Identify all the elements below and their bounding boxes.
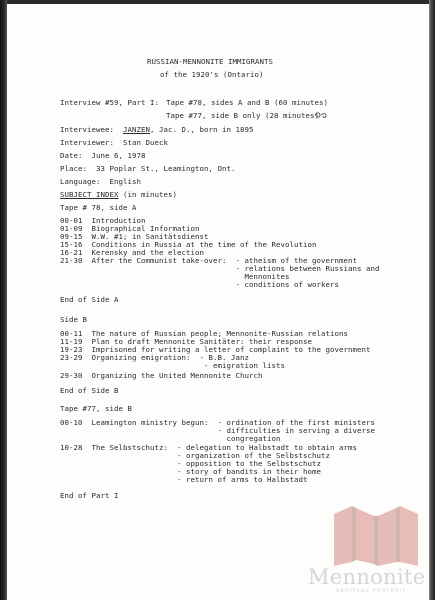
index-entry: 23-29 Organizing emigration: - B.B. Janz [60,353,249,362]
index-entry: 21-30 After the Communist take-over: - atheism of the government [60,256,357,265]
index-entry: 09-15 W.W. #1; in Sanitätsdienst [60,232,209,241]
index-subentry: - opposition to the Selbstschutz [60,459,321,468]
index-entry: 00-10 Leamington ministry begun: - ordination of the first ministers [60,418,375,427]
index-subentry: - relations between Russians and [60,264,380,273]
section-end: End of Side A [60,295,119,304]
handwritten-mark-icon [313,110,329,120]
interviewee-name: JANZEN [123,125,150,134]
index-entry: 29-30 Organizing the United Mennonite Church [60,371,263,380]
scan-edge-left [0,0,7,600]
date-line: Date: June 6, 1978 [60,151,146,160]
index-entry: 10-28 The Selbstschutz: - delegation to Halbstadt to obtain arms [60,443,357,452]
index-subentry: - conditions of workers [60,280,339,289]
index-subentry: - difficulties in serving a diverse [60,426,375,435]
interviewer-line: Interviewer: Stan Dueck [60,138,168,147]
document-end: End of Part I [60,491,119,500]
section-heading: Side B [60,315,87,324]
tape-line-1: Tape #78, sides A and B (60 minutes) [166,98,328,107]
index-entry: 15-16 Conditions in Russia at the time of the Revolution [60,240,317,249]
index-entry: 16-21 Kerensky and the election [60,248,204,257]
section-heading: Tape #77, side B [60,404,132,413]
place-line: Place: 33 Poplar St., Leamington, Ont. [60,164,236,173]
interviewee-line [60,126,254,134]
index-entry: 00-11 The nature of Russian people; Mennonite-Russian relations [60,329,348,338]
index-entry: 00-01 Introduction [60,216,146,225]
index-subentry: - organization of the Selbstschutz [60,451,330,460]
language-line: Language: English [60,177,141,186]
interviewee-details: , Jac. D., born in 1895 [150,125,254,134]
scan-edge-right [429,0,435,600]
index-entry: 19-23 Imprisoned for writing a letter of complaint to the government [60,345,371,354]
watermark-tagline: HERITAGE PORTRAIT [336,589,407,594]
document-title: RUSSIAN-MENNONITE IMMIGRANTS [147,57,273,66]
tape-line-2: Tape #77, side B only (28 minutes) [166,111,319,120]
index-subentry: - story of bandits in their home [60,467,321,476]
subject-index-note: (in minutes) [118,190,177,199]
subject-index-title: SUBJECT INDEX [60,190,119,199]
index-subentry: - emigration lists [60,361,285,370]
index-subentry: Mennonites [60,272,290,281]
index-entry: 01-09 Biographical Information [60,224,200,233]
interviewee-label: Interviewee: [60,125,114,134]
index-subentry: - return of arms to Halbstadt [60,475,308,484]
subject-index-heading [60,191,177,199]
section-heading: Tape # 78, side A [60,203,137,212]
document-subtitle: of the 1920's (Ontario) [160,70,264,79]
index-entry: 11-19 Plan to draft Mennonite Sanitäter: their response [60,337,312,346]
index-subentry: congregation [60,434,281,443]
section-end: End of Side B [60,386,119,395]
watermark-name: Mennonite [308,565,426,589]
interview-number: Interview #59, Part I: [60,98,159,107]
